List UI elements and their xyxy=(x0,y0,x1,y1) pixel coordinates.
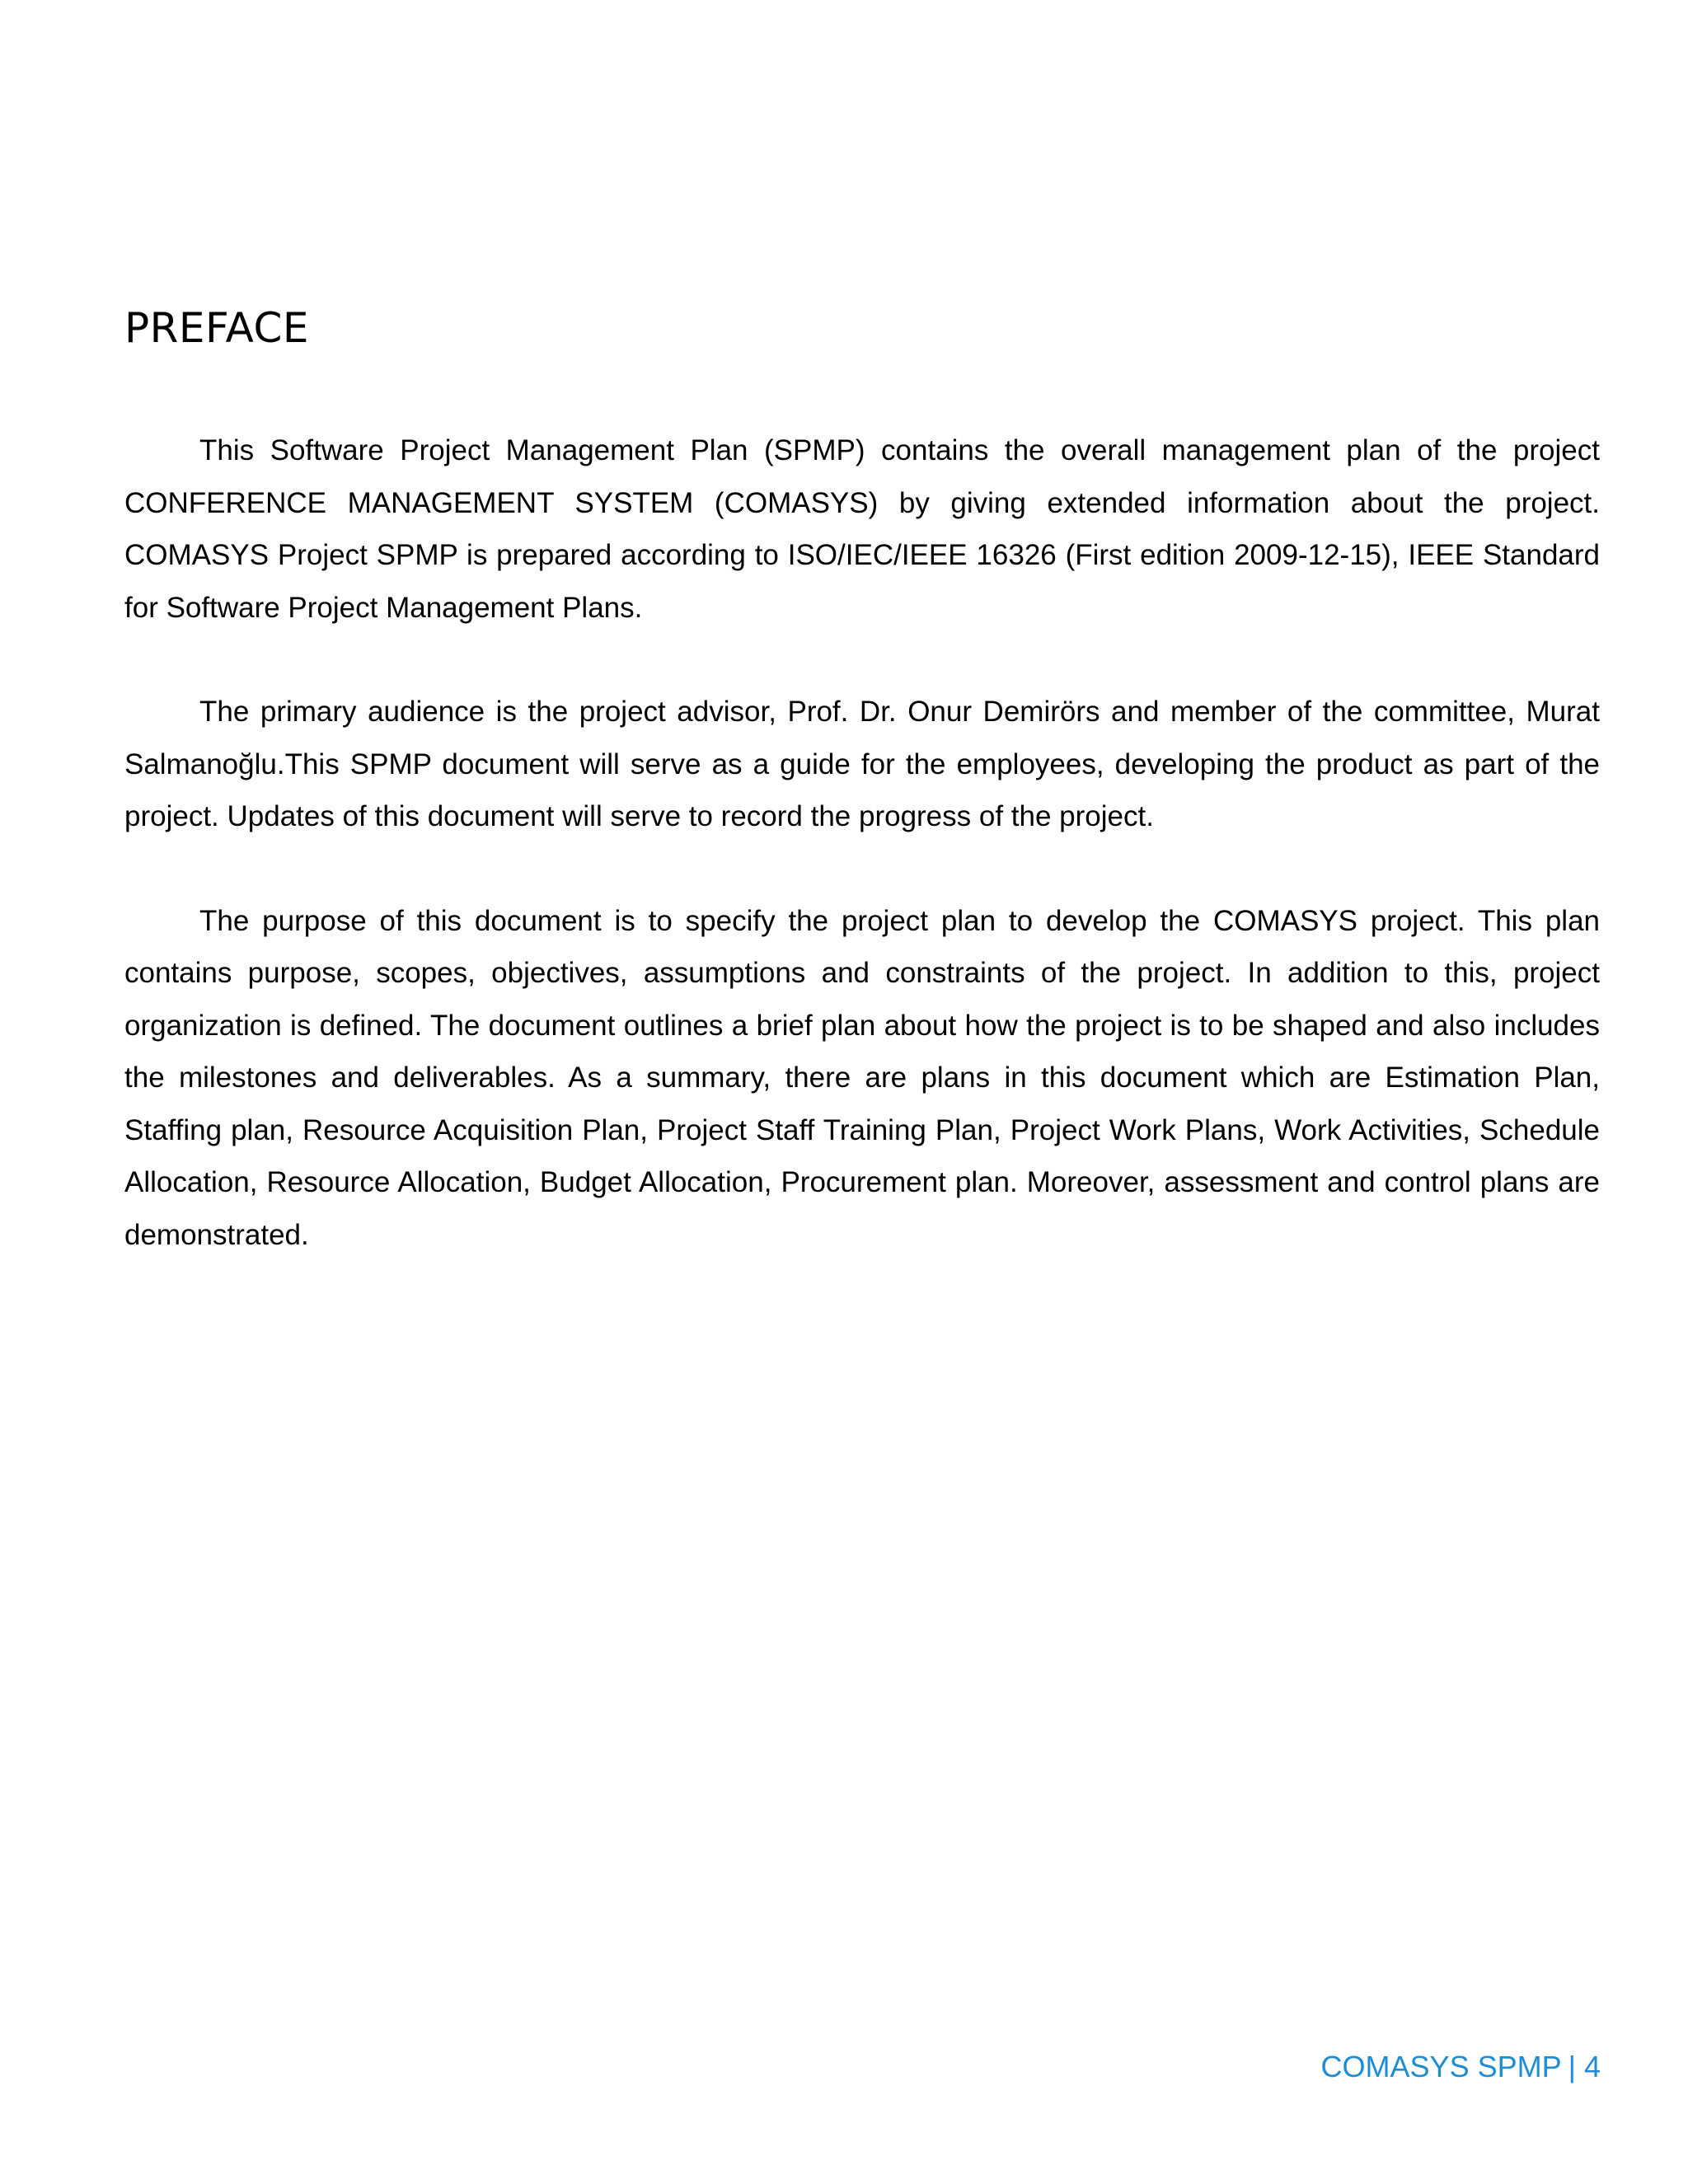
footer-doc-title: COMASYS SPMP xyxy=(1320,2050,1562,2083)
footer-separator: | xyxy=(1568,2050,1576,2083)
page-footer xyxy=(1321,2047,1601,2087)
paragraph-intro: This Software Project Management Plan (SPMP) contains the overall management plan of the project CONFERENCE MANAGEMENT SYSTEM (COMASYS) by giving extended information about the project. COMASYS Project SPMP is prepared according to ISO/IEC/IEEE 16326 (First edition 2009-12-15), IEEE Standard for Software Project Management Plans. xyxy=(124,434,1600,624)
paragraph-purpose: The purpose of this document is to specify the project plan to develop the COMASYS project. This plan contains purpose, scopes, objectives, assumptions and constraints of the project. In addition to this, project organization is defined. The document outlines a brief plan about how the project is to be shaped and also includes the milestones and deliverables. As a summary, there are plans in this document which are Estimation Plan, Staffing plan, Resource Acquisition Plan, Project Staff Training Plan, Project Work Plans, Work Activities, Schedule Allocation, Resource Allocation, Budget Allocation, Procurement plan. Moreover, assessment and control plans are demonstrated. xyxy=(124,904,1600,1251)
section-heading: PREFACE xyxy=(124,304,309,352)
page-number: 4 xyxy=(1583,2050,1601,2083)
preface-body xyxy=(124,424,1600,1313)
paragraph-audience: The primary audience is the project advisor, Prof. Dr. Onur Demirörs and member of the committee, Murat Salmanoğlu.This SPMP document will serve as a guide for the employees, developing the product as part of the project. Updates of this document will serve to record the progress of the project. xyxy=(124,696,1600,832)
